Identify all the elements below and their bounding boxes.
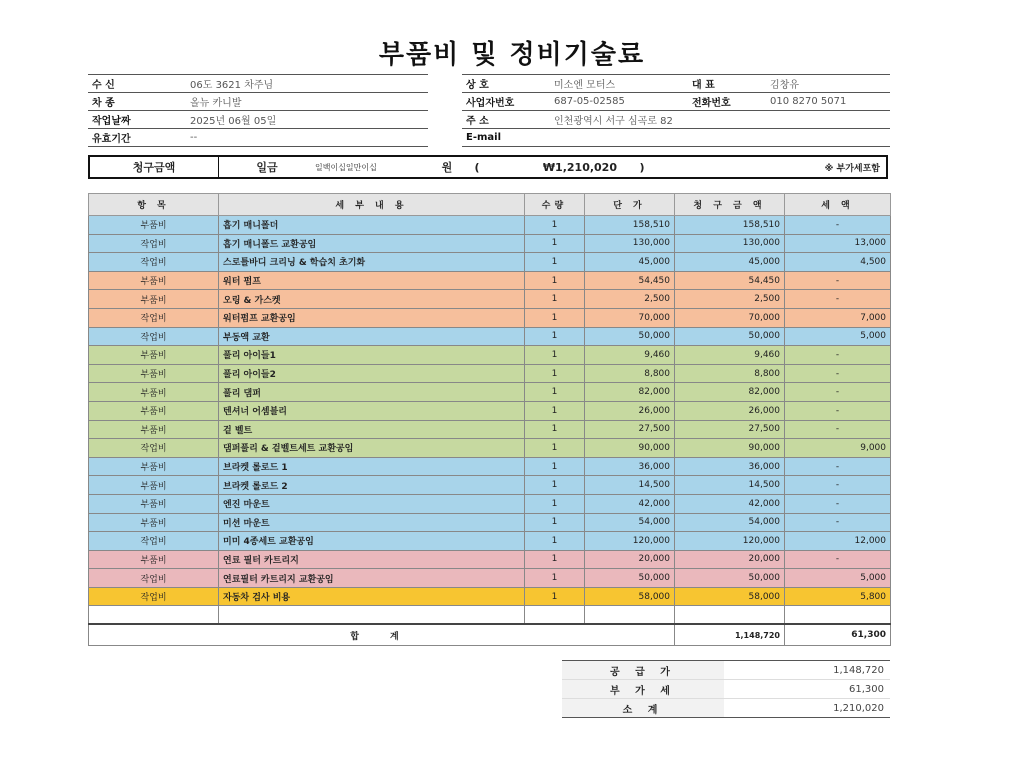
row-unit-price: 54,450 xyxy=(585,271,675,290)
row-unit-price: 9,460 xyxy=(585,346,675,365)
claim-amount: ₩1,210,020 xyxy=(542,160,617,174)
row-description: 미미 4종세트 교환공임 xyxy=(219,532,525,551)
table-row xyxy=(89,420,891,439)
row-amount: 82,000 xyxy=(675,383,785,402)
summary-value: 1,148,720 xyxy=(833,664,884,676)
row-category: 작업비 xyxy=(89,253,219,272)
row-category: 부품비 xyxy=(89,216,219,235)
recipient-info-table xyxy=(88,74,428,147)
row-quantity: 1 xyxy=(525,290,585,309)
table-row xyxy=(89,587,891,606)
row-quantity: 1 xyxy=(525,364,585,383)
email-label: E-mail xyxy=(462,129,550,147)
recipient-info-label: 수 신 xyxy=(88,75,186,93)
claim-paren-open: ( xyxy=(474,160,480,174)
row-amount: 158,510 xyxy=(675,216,785,235)
summary-value: 1,210,020 xyxy=(724,699,890,718)
row-amount: 70,000 xyxy=(675,308,785,327)
table-row xyxy=(89,457,891,476)
row-tax: 13,000 xyxy=(785,234,891,253)
row-amount: 2,500 xyxy=(675,290,785,309)
summary-row xyxy=(562,699,890,718)
row-category: 부품비 xyxy=(89,290,219,309)
row-category: 부품비 xyxy=(89,271,219,290)
row-tax: - xyxy=(785,494,891,513)
table-row xyxy=(89,346,891,365)
row-description: 겉 벨트 xyxy=(219,420,525,439)
header-description: 세 부 내 용 xyxy=(219,194,525,216)
row-amount: 50,000 xyxy=(675,569,785,588)
row-category: 작업비 xyxy=(89,439,219,458)
recipient-info-value: 2025년 06월 05일 xyxy=(186,111,428,129)
total-label: 합 계 xyxy=(89,624,675,646)
table-row xyxy=(89,532,891,551)
row-tax: 5,000 xyxy=(785,569,891,588)
row-quantity: 1 xyxy=(525,216,585,235)
row-amount: 90,000 xyxy=(675,439,785,458)
header-unit-price: 단 가 xyxy=(585,194,675,216)
row-tax: 7,000 xyxy=(785,308,891,327)
row-unit-price: 82,000 xyxy=(585,383,675,402)
summary-row xyxy=(562,661,890,680)
total-row xyxy=(89,624,891,646)
row-description: 텐셔너 어셈블리 xyxy=(219,401,525,420)
row-tax: 5,000 xyxy=(785,327,891,346)
row-amount: 45,000 xyxy=(675,253,785,272)
row-category: 부품비 xyxy=(89,401,219,420)
row-quantity: 1 xyxy=(525,457,585,476)
address-label: 주 소 xyxy=(462,111,550,129)
summary-table xyxy=(562,660,890,718)
claim-korean-amount: 일백이십일만이십 xyxy=(315,162,377,172)
row-quantity: 1 xyxy=(525,383,585,402)
table-row xyxy=(89,383,891,402)
recipient-info-label: 유효기간 xyxy=(88,129,186,147)
table-row xyxy=(89,290,891,309)
total-tax: 61,300 xyxy=(785,624,891,646)
row-amount: 54,000 xyxy=(675,513,785,532)
table-row xyxy=(89,476,891,495)
row-tax: 9,000 xyxy=(785,439,891,458)
row-tax: - xyxy=(785,401,891,420)
recipient-info-value: 올뉴 카니발 xyxy=(186,93,428,111)
row-quantity: 1 xyxy=(525,550,585,569)
row-amount: 26,000 xyxy=(675,401,785,420)
row-tax: - xyxy=(785,216,891,235)
row-category: 부품비 xyxy=(89,494,219,513)
row-description: 연료필터 카트리지 교환공임 xyxy=(219,569,525,588)
row-unit-price: 27,500 xyxy=(585,420,675,439)
row-quantity: 1 xyxy=(525,401,585,420)
row-category: 부품비 xyxy=(89,476,219,495)
address-value: 인천광역시 서구 심곡로 82 xyxy=(550,111,890,129)
row-quantity: 1 xyxy=(525,327,585,346)
row-quantity: 1 xyxy=(525,513,585,532)
row-unit-price: 50,000 xyxy=(585,569,675,588)
claim-paren-close: ) xyxy=(639,160,645,174)
business-number-value: 687-05-02585 xyxy=(550,93,688,111)
row-description: 브라켓 롤로드 1 xyxy=(219,457,525,476)
summary-value: 61,300 xyxy=(724,680,890,699)
row-tax: - xyxy=(785,364,891,383)
row-amount: 20,000 xyxy=(675,550,785,569)
row-amount: 58,000 xyxy=(675,587,785,606)
table-row xyxy=(89,308,891,327)
row-unit-price: 2,500 xyxy=(585,290,675,309)
row-category: 작업비 xyxy=(89,569,219,588)
row-description: 워터펌프 교환공임 xyxy=(219,308,525,327)
row-category: 부품비 xyxy=(89,550,219,569)
row-tax: - xyxy=(785,550,891,569)
row-tax: - xyxy=(785,513,891,532)
table-row xyxy=(89,494,891,513)
row-tax: 12,000 xyxy=(785,532,891,551)
row-description: 댐퍼풀리 & 겉벨트세트 교환공임 xyxy=(219,439,525,458)
row-tax: - xyxy=(785,420,891,439)
row-description: 풀리 아이들2 xyxy=(219,364,525,383)
row-description: 풀리 댐퍼 xyxy=(219,383,525,402)
row-quantity: 1 xyxy=(525,439,585,458)
row-category: 부품비 xyxy=(89,457,219,476)
items-table xyxy=(88,193,891,646)
row-amount: 42,000 xyxy=(675,494,785,513)
row-description: 부동액 교환 xyxy=(219,327,525,346)
row-description: 풀리 아이들1 xyxy=(219,346,525,365)
row-unit-price: 130,000 xyxy=(585,234,675,253)
blank-cell xyxy=(585,606,675,625)
items-header-row xyxy=(89,194,891,216)
shop-name-value: 미소엔 모터스 xyxy=(550,75,688,93)
row-tax: 4,500 xyxy=(785,253,891,272)
claim-text: 일금 xyxy=(256,161,278,174)
owner-label: 대 표 xyxy=(688,75,766,93)
row-unit-price: 70,000 xyxy=(585,308,675,327)
row-quantity: 1 xyxy=(525,476,585,495)
blank-cell xyxy=(89,606,219,625)
row-category: 부품비 xyxy=(89,346,219,365)
recipient-info-value: -- xyxy=(186,129,428,147)
row-amount: 27,500 xyxy=(675,420,785,439)
row-description: 오링 & 가스켓 xyxy=(219,290,525,309)
recipient-info-value: 06도 3621 차주님 xyxy=(186,75,428,93)
row-amount: 54,450 xyxy=(675,271,785,290)
row-unit-price: 90,000 xyxy=(585,439,675,458)
claim-won: 원 xyxy=(441,161,453,174)
table-row xyxy=(89,327,891,346)
table-row xyxy=(89,439,891,458)
row-amount: 9,460 xyxy=(675,346,785,365)
row-category: 작업비 xyxy=(89,327,219,346)
row-unit-price: 158,510 xyxy=(585,216,675,235)
row-tax: 5,800 xyxy=(785,587,891,606)
table-row xyxy=(89,513,891,532)
summary-label: 소 계 xyxy=(562,699,724,718)
row-description: 흡기 매니폴더 xyxy=(219,216,525,235)
row-category: 부품비 xyxy=(89,383,219,402)
row-quantity: 1 xyxy=(525,346,585,365)
row-description: 자동차 검사 비용 xyxy=(219,587,525,606)
table-row xyxy=(89,401,891,420)
row-tax: - xyxy=(785,346,891,365)
row-description: 연료 필터 카트리지 xyxy=(219,550,525,569)
total-amount: 1,148,720 xyxy=(675,624,785,646)
row-unit-price: 42,000 xyxy=(585,494,675,513)
row-amount: 120,000 xyxy=(675,532,785,551)
blank-cell xyxy=(785,606,891,625)
document-title: 부품비 및 정비기술료 xyxy=(378,40,646,70)
row-tax: - xyxy=(785,383,891,402)
row-description: 엔진 마운트 xyxy=(219,494,525,513)
row-category: 부품비 xyxy=(89,364,219,383)
row-quantity: 1 xyxy=(525,587,585,606)
row-category: 작업비 xyxy=(89,587,219,606)
owner-value: 김창유 xyxy=(766,75,890,93)
row-amount: 50,000 xyxy=(675,327,785,346)
row-amount: 14,500 xyxy=(675,476,785,495)
row-quantity: 1 xyxy=(525,532,585,551)
blank-cell xyxy=(219,606,525,625)
header-tax: 세 액 xyxy=(785,194,891,216)
table-row xyxy=(89,253,891,272)
row-quantity: 1 xyxy=(525,271,585,290)
header-quantity: 수량 xyxy=(525,194,585,216)
row-description: 스로틀바디 크리닝 & 학습치 초기화 xyxy=(219,253,525,272)
row-unit-price: 50,000 xyxy=(585,327,675,346)
row-quantity: 1 xyxy=(525,253,585,272)
summary-label: 공 급 가 xyxy=(562,661,724,680)
header-amount: 청 구 금 액 xyxy=(675,194,785,216)
row-unit-price: 45,000 xyxy=(585,253,675,272)
row-unit-price: 58,000 xyxy=(585,587,675,606)
table-row xyxy=(89,364,891,383)
shop-info-table xyxy=(462,74,890,147)
table-row xyxy=(89,550,891,569)
blank-cell xyxy=(525,606,585,625)
blank-cell xyxy=(675,606,785,625)
phone-value: 010 8270 5071 xyxy=(766,93,890,111)
row-amount: 36,000 xyxy=(675,457,785,476)
table-row xyxy=(89,216,891,235)
row-unit-price: 14,500 xyxy=(585,476,675,495)
row-quantity: 1 xyxy=(525,308,585,327)
recipient-info-label: 차 종 xyxy=(88,93,186,111)
row-quantity: 1 xyxy=(525,494,585,513)
row-unit-price: 120,000 xyxy=(585,532,675,551)
row-description: 워터 펌프 xyxy=(219,271,525,290)
blank-row xyxy=(89,606,891,625)
row-amount: 130,000 xyxy=(675,234,785,253)
claim-vat-note: ※ 부가세포함 xyxy=(824,163,880,174)
row-unit-price: 36,000 xyxy=(585,457,675,476)
row-quantity: 1 xyxy=(525,420,585,439)
row-amount: 8,800 xyxy=(675,364,785,383)
row-category: 작업비 xyxy=(89,308,219,327)
row-category: 작업비 xyxy=(89,234,219,253)
row-quantity: 1 xyxy=(525,569,585,588)
row-quantity: 1 xyxy=(525,234,585,253)
summary-row xyxy=(562,680,890,699)
row-tax: - xyxy=(785,457,891,476)
claim-label: 청구금액 xyxy=(90,157,219,177)
row-description: 브라켓 롤로드 2 xyxy=(219,476,525,495)
row-unit-price: 8,800 xyxy=(585,364,675,383)
header-category: 항 목 xyxy=(89,194,219,216)
email-value xyxy=(550,129,890,147)
row-description: 흡기 매니폴드 교환공임 xyxy=(219,234,525,253)
business-number-label: 사업자번호 xyxy=(462,93,550,111)
row-tax: - xyxy=(785,290,891,309)
claim-amount-box xyxy=(88,155,888,179)
recipient-info-label: 작업날짜 xyxy=(88,111,186,129)
row-category: 작업비 xyxy=(89,532,219,551)
row-category: 부품비 xyxy=(89,420,219,439)
shop-name-label: 상 호 xyxy=(462,75,550,93)
summary-label: 부 가 세 xyxy=(562,680,724,699)
row-unit-price: 20,000 xyxy=(585,550,675,569)
row-description: 미션 마운트 xyxy=(219,513,525,532)
row-tax: - xyxy=(785,271,891,290)
row-tax: - xyxy=(785,476,891,495)
phone-label: 전화번호 xyxy=(688,93,766,111)
row-unit-price: 54,000 xyxy=(585,513,675,532)
table-row xyxy=(89,569,891,588)
table-row xyxy=(89,234,891,253)
table-row xyxy=(89,271,891,290)
row-category: 부품비 xyxy=(89,513,219,532)
row-unit-price: 26,000 xyxy=(585,401,675,420)
